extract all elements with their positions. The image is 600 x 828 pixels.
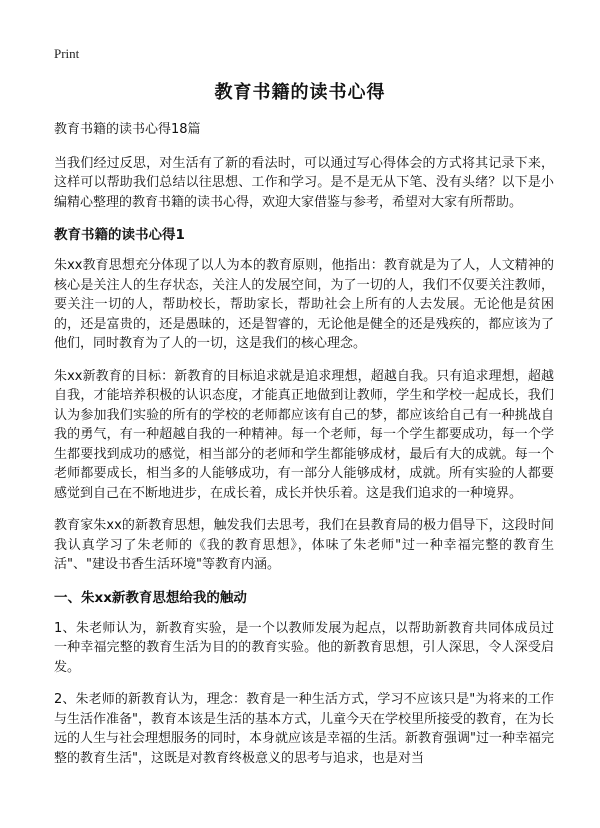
paragraph-4: 1、朱老师认为，新教育实验，是一个以教师发展为起点，以帮助新教育共同体成员过一种幸福完整的教育生活为目的的教育实验。他的新教育思想，引人深思，令人深受启发。 (54, 620, 554, 675)
section-heading-2: 一、朱xx新教育思想给我的触动 (54, 589, 247, 606)
page-title: 教育书籍的读书心得 (214, 82, 386, 103)
paragraph-5: 2、朱老师的新教育认为，理念：教育是一种生活方式，学习不应该只是"为将来的工作与生活作准备"，教育本该是生活的基本方式，儿童今天在学校里所接受的教育，在为长远的人生与社会理想服务的同时，本身就应该是幸福的生活。新教育强调"过一种幸福完整的教育生活"，这既是对教育终极意义的思考与追求，也是对当 (54, 692, 554, 766)
paragraph-2: 朱xx新教育的目标：新教育的目标追求就是追求理想，超越自我。只有追求理想，超越自我，才能培养积极的认识态度，才能真正地做到让教师，学生和学校一起成长，我们认为参加我们实验的所有的学校的老师都应该有自己的梦，都应该给自己有一种挑战自我的勇气，有一种超越自我的一种精神。每一个老师，每一个学生都要成功，每一个学生都要找到成功的感觉，相当部分的老师和学生都能够成材，最后有大的成就。每一个老师都要成长，相当多的人能够成功，有一部分人能够成材，成就。所有实验的人都要感觉到自己在不断地进步，在成长着，成长并快乐着。这是我们追求的一种境界。 (54, 368, 554, 501)
section-heading-1: 教育书籍的读书心得1 (54, 227, 185, 243)
paragraph-3: 教育家朱xx的新教育思想，触发我们去思考，我们在县教育局的极力倡导下，这段时间我认真学习了朱老师的《我的教育思想》，体味了朱老师"过一种幸福完整的教育生活"、"建设书香生活环境"等教育内涵。 (54, 518, 554, 572)
paragraph-1: 朱xx教育思想充分体现了以人为本的教育原则，他指出：教育就是为了人，人文精神的核心是关注人的生存状态，关注人的发展空间，为了一切的人，我们不仅要关注教师，要关注一切的人，帮助校长，帮助家长，帮助社会上所有的人去发展。无论他是贫困的，还是富贵的，还是愚昧的，还是智睿的，无论他是健全的还是残疾的，都应该为了他们，同时教育为了人的一切，这是我们的核心理念。 (54, 258, 554, 351)
subtitle: 教育书籍的读书心得18篇 (54, 122, 201, 137)
document-body (54, 120, 554, 781)
print-label[interactable]: Print (54, 46, 80, 61)
intro-paragraph: 当我们经过反思，对生活有了新的看法时，可以通过写心得体会的方式将其记录下来，这样可以帮助我们总结以往思想、工作和学习。是不是无从下笔、没有头绪？以下是小编精心整理的教育书籍的读书心得，欢迎大家借鉴与参考，希望对大家有所帮助。 (54, 155, 554, 210)
